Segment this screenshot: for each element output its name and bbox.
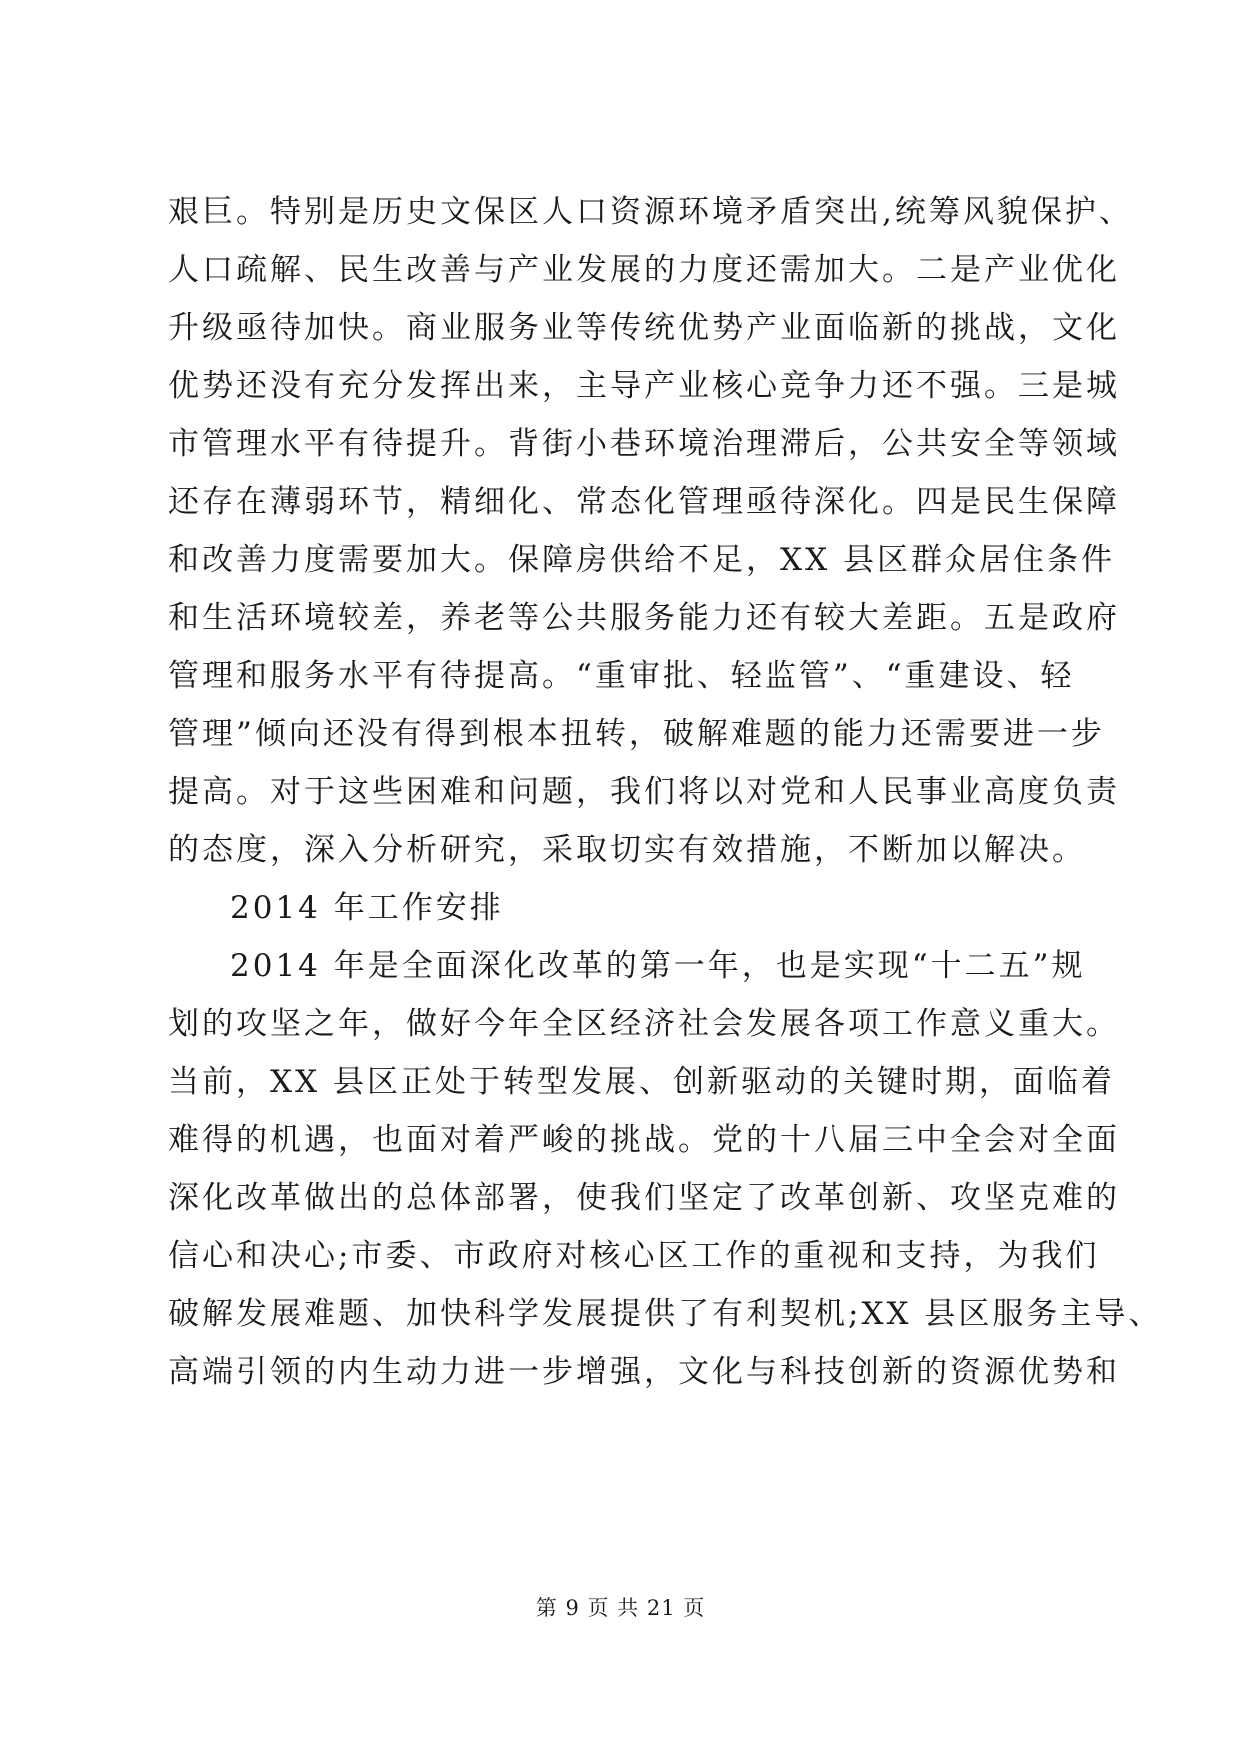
body-text-line: 和生活环境较差，养老等公共服务能力还有较大差距。五是政府 — [168, 600, 1120, 636]
body-text-line: 管理和服务水平有待提高。“重审批、轻监管”、“重建设、轻 — [168, 658, 1075, 694]
body-text-line: 管理”倾向还没有得到根本扭转，破解难题的能力还需要进一步 — [168, 716, 1105, 752]
body-text-line: 优势还没有充分发挥出来，主导产业核心竞争力还不强。三是城 — [168, 368, 1120, 404]
body-text-line: 当前，XX 县区正处于转型发展、创新驱动的关键时期，面临着 — [168, 1064, 1115, 1100]
body-text-line: 难得的机遇，也面对着严峻的挑战。党的十八届三中全会对全面 — [168, 1122, 1120, 1158]
body-text-line: 2014 年是全面深化改革的第一年，也是实现“十二五”规 — [230, 948, 1086, 984]
body-text-line: 人口疏解、民生改善与产业发展的力度还需加大。二是产业优化 — [168, 252, 1120, 288]
page-number-footer: 第 9 页 共 21 页 — [535, 1596, 706, 1620]
body-text-line: 深化改革做出的总体部署，使我们坚定了改革创新、攻坚克难的 — [168, 1180, 1120, 1216]
body-text-line: 信心和决心;市委、市政府对核心区工作的重视和支持，为我们 — [168, 1238, 1100, 1274]
body-text-line: 艰巨。特别是历史文保区人口资源环境矛盾突出,统筹风貌保护、 — [168, 194, 1133, 230]
body-text-line: 还存在薄弱环节，精细化、常态化管理亟待深化。四是民生保障 — [168, 484, 1120, 520]
body-text-line: 和改善力度需要加大。保障房供给不足，XX 县区群众居住条件 — [168, 542, 1115, 578]
body-text-line: 划的攻坚之年，做好今年全区经济社会发展各项工作意义重大。 — [168, 1006, 1120, 1042]
body-text-line: 的态度，深入分析研究，采取切实有效措施，不断加以解决。 — [168, 832, 1086, 868]
section-heading: 2014 年工作安排 — [230, 890, 504, 926]
body-text-line: 市管理水平有待提升。背街小巷环境治理滞后，公共安全等领域 — [168, 426, 1120, 462]
body-text-line: 破解发展难题、加快科学发展提供了有利契机;XX 县区服务主导、 — [168, 1296, 1163, 1332]
body-text-line: 提高。对于这些困难和问题，我们将以对党和人民事业高度负责 — [168, 774, 1120, 810]
body-text-line: 高端引领的内生动力进一步增强，文化与科技创新的资源优势和 — [168, 1354, 1120, 1390]
body-text-line: 升级亟待加快。商业服务业等传统优势产业面临新的挑战，文化 — [168, 310, 1120, 346]
